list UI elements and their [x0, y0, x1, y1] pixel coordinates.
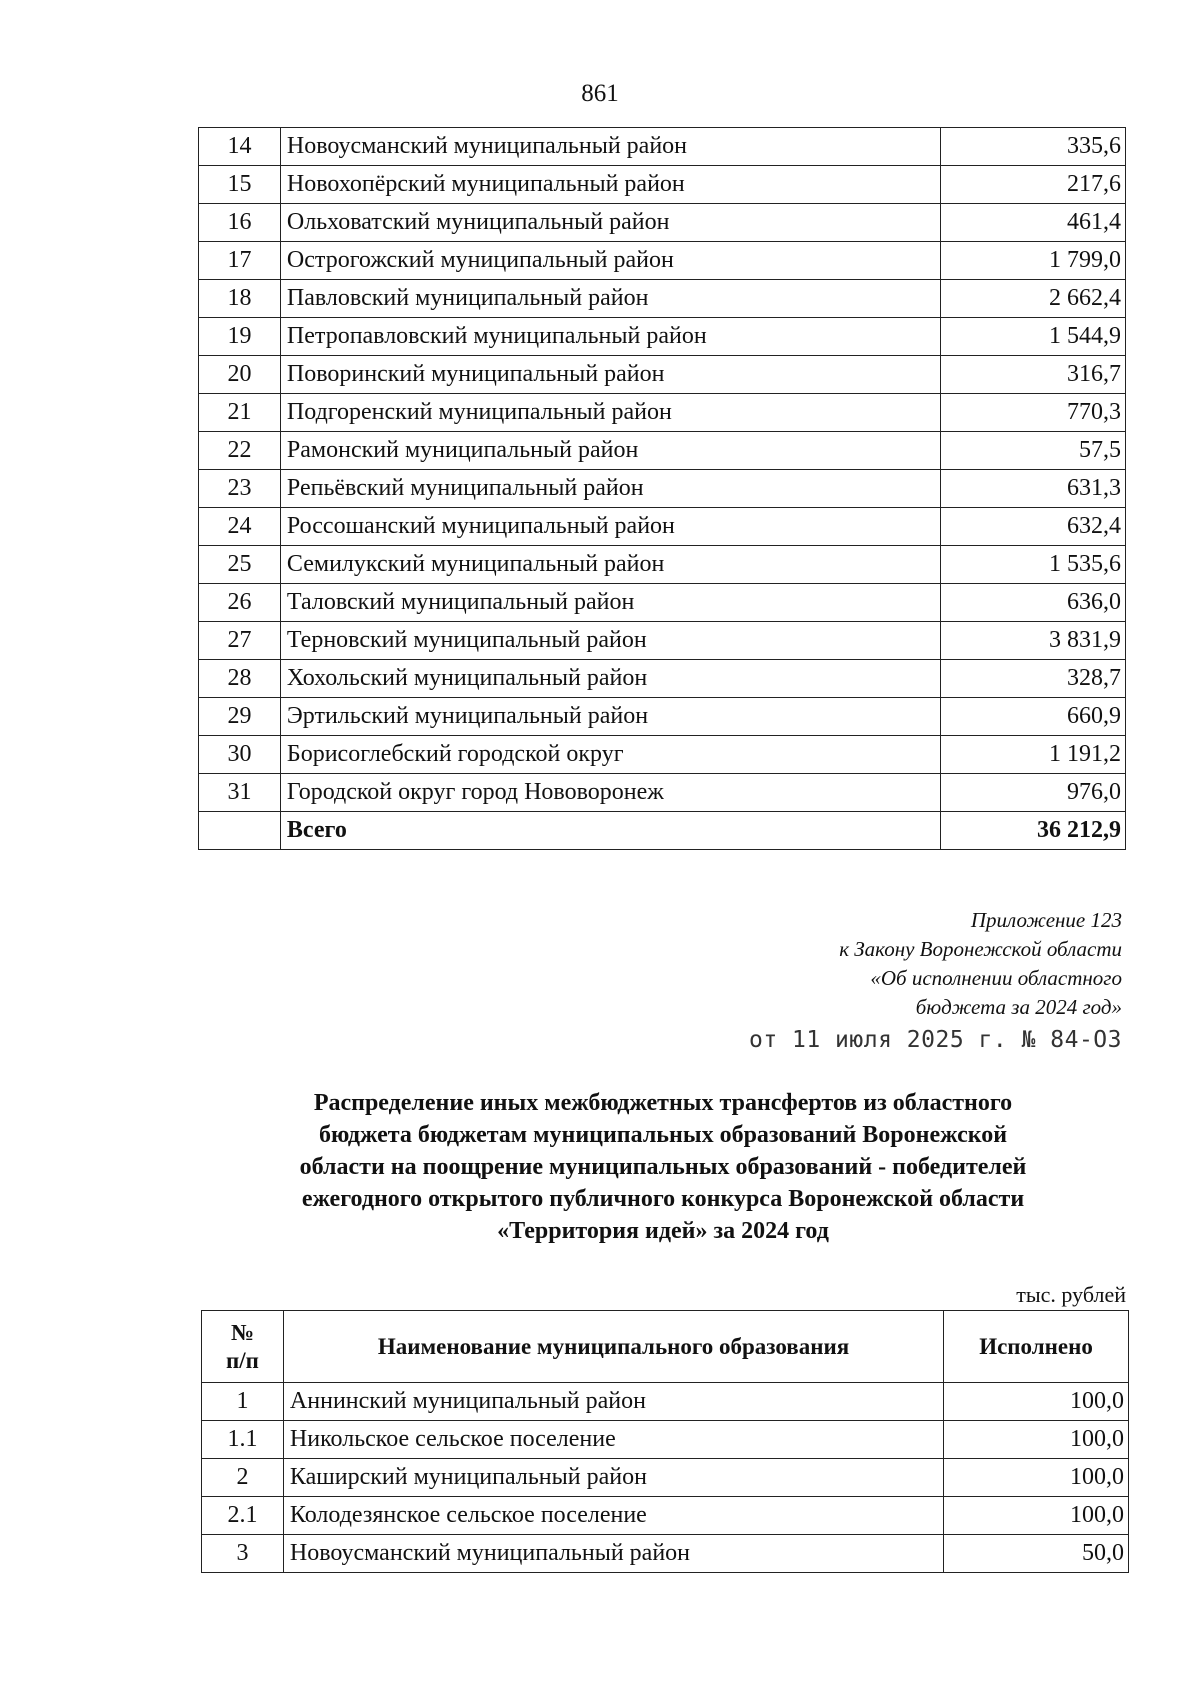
table-row: [199, 774, 1126, 812]
amount: 100,0: [944, 1421, 1129, 1459]
municipality-name: Эртильский муниципальный район: [280, 698, 940, 736]
amount: 631,3: [941, 470, 1126, 508]
idea-territory-transfers-table: [201, 1310, 1129, 1573]
column-header-number: [202, 1311, 284, 1383]
row-number: 23: [199, 470, 281, 508]
row-number: 30: [199, 736, 281, 774]
amount: 1 535,6: [941, 546, 1126, 584]
heading-line: бюджета бюджетам муниципальных образований Воронежской: [318, 1122, 1008, 1148]
municipality-name: Каширский муниципальный район: [283, 1459, 943, 1497]
municipality-name: Никольское сельское поселение: [283, 1421, 943, 1459]
column-header-executed: Исполнено: [944, 1311, 1129, 1383]
amount: 770,3: [941, 394, 1126, 432]
table-row: [199, 584, 1126, 622]
appendix-number: Приложение 123: [970, 908, 1122, 932]
municipality-name: Семилукский муниципальный район: [280, 546, 940, 584]
row-number: 24: [199, 508, 281, 546]
municipality-name: Подгоренский муниципальный район: [280, 394, 940, 432]
row-number: 1: [202, 1383, 284, 1421]
column-header-number-symbol: №: [230, 1319, 255, 1345]
total-amount: 36 212,9: [941, 812, 1126, 850]
row-number: 28: [199, 660, 281, 698]
row-number: 27: [199, 622, 281, 660]
municipality-name: Новоусманский муниципальный район: [280, 128, 940, 166]
row-number: 1.1: [202, 1421, 284, 1459]
table-row: [199, 394, 1126, 432]
row-number: 21: [199, 394, 281, 432]
table-row: [199, 736, 1126, 774]
row-number: 2: [202, 1459, 284, 1497]
row-number: 22: [199, 432, 281, 470]
municipality-name: Борисоглебский городской округ: [280, 736, 940, 774]
table-row: [199, 242, 1126, 280]
table-row: [202, 1421, 1129, 1459]
row-number: 29: [199, 698, 281, 736]
units-label: тыс. рублей: [1016, 1282, 1126, 1307]
amount: 1 544,9: [941, 318, 1126, 356]
amount: 316,7: [941, 356, 1126, 394]
column-header-number-abbr: п/п: [226, 1347, 259, 1373]
column-header-name: Наименование муниципального образования: [283, 1311, 943, 1383]
total-number: [199, 812, 281, 850]
table-row: [199, 280, 1126, 318]
municipality-name: Таловский муниципальный район: [280, 584, 940, 622]
table-row: [199, 128, 1126, 166]
row-number: 19: [199, 318, 281, 356]
table-row: [199, 356, 1126, 394]
total-label: Всего: [280, 812, 940, 850]
heading-line: ежегодного открытого публичного конкурса Воронежской области: [301, 1186, 1025, 1212]
table-row: [199, 622, 1126, 660]
table-header-row: [202, 1311, 1129, 1383]
table-row: [202, 1459, 1129, 1497]
amount: 660,9: [941, 698, 1126, 736]
amount: 217,6: [941, 166, 1126, 204]
municipality-name: Колодезянское сельское поселение: [283, 1497, 943, 1535]
amount: 100,0: [944, 1459, 1129, 1497]
amount: 2 662,4: [941, 280, 1126, 318]
municipality-name: Терновский муниципальный район: [280, 622, 940, 660]
table-row: [199, 166, 1126, 204]
municipality-name: Аннинский муниципальный район: [283, 1383, 943, 1421]
row-number: 17: [199, 242, 281, 280]
page-number: 861: [581, 80, 619, 107]
municipality-name: Петропавловский муниципальный район: [280, 318, 940, 356]
table-row: [199, 204, 1126, 242]
municipality-name: Репьёвский муниципальный район: [280, 470, 940, 508]
row-number: 20: [199, 356, 281, 394]
table-row: [199, 508, 1126, 546]
table-row: [202, 1383, 1129, 1421]
municipality-name: Городской округ город Нововоронеж: [280, 774, 940, 812]
amount: 632,4: [941, 508, 1126, 546]
municipality-name: Россошанский муниципальный район: [280, 508, 940, 546]
row-number: 3: [202, 1535, 284, 1573]
amount: 100,0: [944, 1383, 1129, 1421]
amount: 1 799,0: [941, 242, 1126, 280]
amount: 57,5: [941, 432, 1126, 470]
appendix-law: к Закону Воронежской области: [839, 937, 1122, 961]
amount: 100,0: [944, 1497, 1129, 1535]
row-number: 25: [199, 546, 281, 584]
municipality-name: Новохопёрский муниципальный район: [280, 166, 940, 204]
table-row: [202, 1535, 1129, 1573]
amount: 1 191,2: [941, 736, 1126, 774]
appendix-law-title-1: «Об исполнении областного: [870, 966, 1122, 990]
row-number: 15: [199, 166, 281, 204]
amount: 461,4: [941, 204, 1126, 242]
heading-line: области на поощрение муниципальных образований - победителей: [299, 1154, 1027, 1180]
amount: 3 831,9: [941, 622, 1126, 660]
row-number: 26: [199, 584, 281, 622]
row-number: 16: [199, 204, 281, 242]
row-number: 2.1: [202, 1497, 284, 1535]
table-body: [202, 1383, 1129, 1573]
table-row: [199, 698, 1126, 736]
table-row: [199, 470, 1126, 508]
table-row: [202, 1497, 1129, 1535]
table-row: [199, 660, 1126, 698]
appendix-reference: [749, 906, 1122, 1055]
section-heading: [200, 1087, 1126, 1247]
transfers-table-continued: [198, 127, 1126, 850]
heading-line: Распределение иных межбюджетных трансфертов из областного: [313, 1090, 1013, 1116]
law-date-stamp: от 11 июля 2025 г. № 84-ОЗ: [748, 1027, 1122, 1053]
municipality-name: Рамонский муниципальный район: [280, 432, 940, 470]
heading-line: «Территория идей» за 2024 год: [497, 1218, 829, 1244]
municipality-name: Новоусманский муниципальный район: [283, 1535, 943, 1573]
row-number: 18: [199, 280, 281, 318]
municipality-name: Павловский муниципальный район: [280, 280, 940, 318]
table-row: [199, 318, 1126, 356]
table-row: [199, 432, 1126, 470]
row-number: 31: [199, 774, 281, 812]
amount: 636,0: [941, 584, 1126, 622]
municipality-name: Поворинский муниципальный район: [280, 356, 940, 394]
amount: 335,6: [941, 128, 1126, 166]
total-row: [199, 812, 1126, 850]
municipality-name: Ольховатский муниципальный район: [280, 204, 940, 242]
row-number: 14: [199, 128, 281, 166]
appendix-law-title-2: бюджета за 2024 год»: [915, 995, 1122, 1019]
table-body: [199, 128, 1126, 850]
amount: 328,7: [941, 660, 1126, 698]
amount: 50,0: [944, 1535, 1129, 1573]
amount: 976,0: [941, 774, 1126, 812]
municipality-name: Хохольский муниципальный район: [280, 660, 940, 698]
municipality-name: Острогожский муниципальный район: [280, 242, 940, 280]
table-row: [199, 546, 1126, 584]
